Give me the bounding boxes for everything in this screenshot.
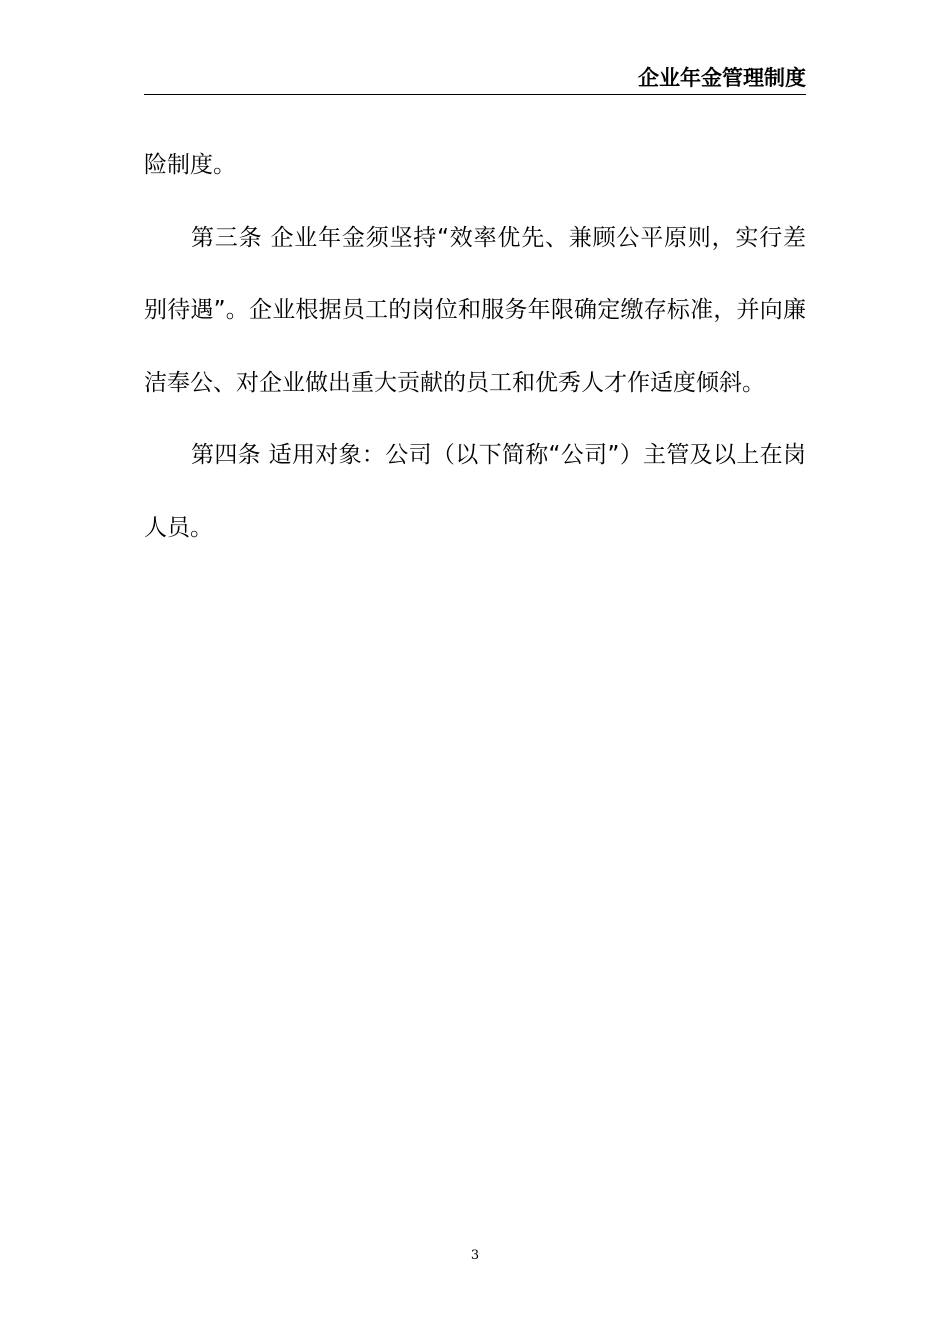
page-header <box>144 62 806 95</box>
paragraph-article-3: 第三条 企业年金须坚持“效率优先、兼顾公平原则，实行差别待遇”。企业根据员工的岗位和服务年限确定缴存标准，并向廉洁奉公、对企业做出重大贡献的员工和优秀人才作适度倾斜。 <box>144 224 806 396</box>
paragraph-continuation: 险制度。 <box>144 152 236 178</box>
header-title: 企业年金管理制度 <box>638 66 806 90</box>
page-number: 3 <box>470 1248 480 1263</box>
paragraph-article-4: 第四条 适用对象：公司（以下简称“公司”）主管及以上在岗人员。 <box>144 442 806 541</box>
document-body <box>144 129 806 564</box>
